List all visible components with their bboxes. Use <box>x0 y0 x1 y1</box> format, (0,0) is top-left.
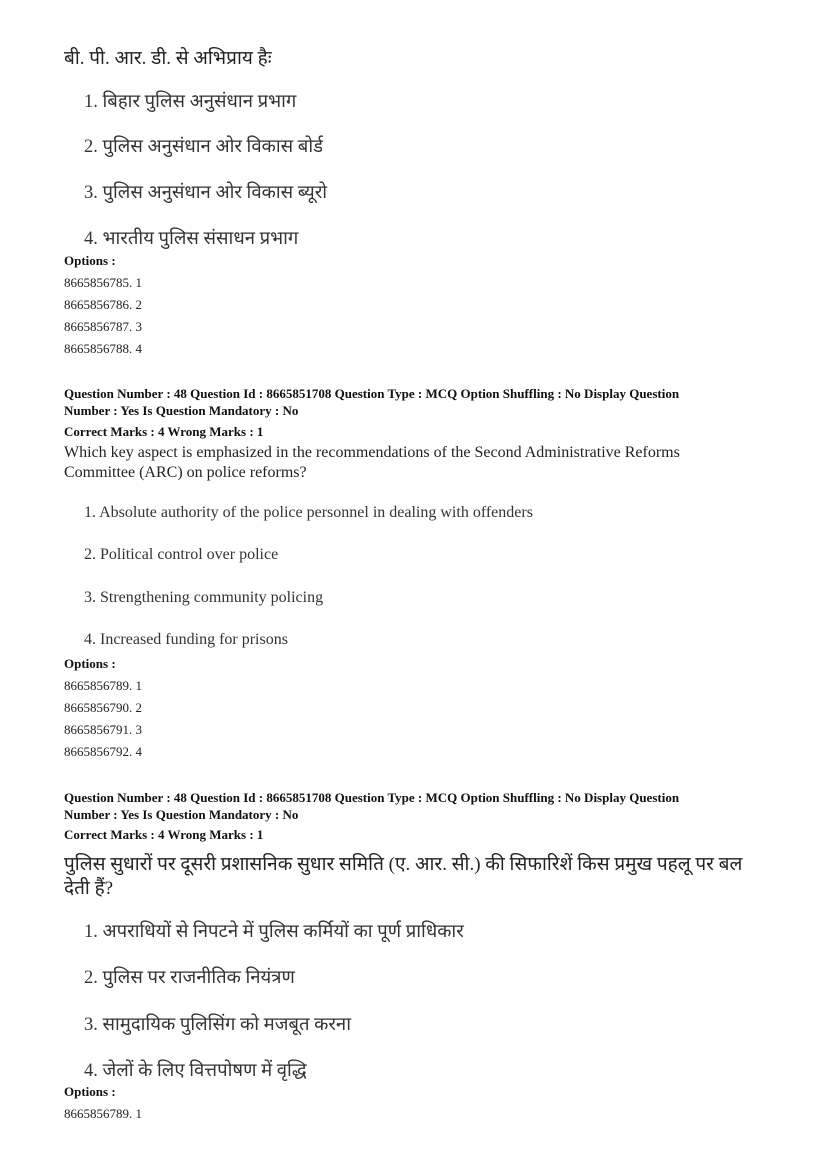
option-id: 8665856790. 2 <box>64 700 142 715</box>
option-id: 8665856785. 1 <box>64 275 142 290</box>
option-id: 8665856789. 1 <box>64 678 142 693</box>
option-id: 8665856789. 1 <box>64 1106 142 1121</box>
question-text-hindi: बी. पी. आर. डी. से अभिप्राय हैः <box>64 48 272 69</box>
options-label: Options : <box>64 253 116 268</box>
question-meta: Question Number : 48 Question Id : 8665851708 Question Type : MCQ Option Shuffling : No Display Question <box>64 790 680 805</box>
choice-2: 2. पुलिस अनुसंधान ओर विकास बोर्ड <box>84 137 324 157</box>
marks-line: Correct Marks : 4 Wrong Marks : 1 <box>64 827 264 842</box>
choice-3: 3. सामुदायिक पुलिसिंग को मजबूत करना <box>84 1015 351 1035</box>
choice-3: 3. पुलिस अनुसंधान ओर विकास ब्यूरो <box>84 183 328 203</box>
question-meta-cont: Number : Yes Is Question Mandatory : No <box>64 403 299 418</box>
option-id: 8665856787. 3 <box>64 319 142 334</box>
choice-4: 4. भारतीय पुलिस संसाधन प्रभाग <box>84 229 299 249</box>
choice-1: 1. अपराधियों से निपटने में पुलिस कर्मियों का पूर्ण प्राधिकार <box>84 922 464 942</box>
choice-1: 1. बिहार पुलिस अनुसंधान प्रभाग <box>84 92 297 112</box>
choice-1: 1. Absolute authority of the police personnel in dealing with offenders <box>84 504 533 521</box>
option-id: 8665856788. 4 <box>64 341 142 356</box>
choice-4: 4. जेलों के लिए वित्तपोषण में वृद्धि <box>84 1061 307 1081</box>
question-text-english-cont: Committee (ARC) on police reforms? <box>64 464 307 481</box>
option-id: 8665856792. 4 <box>64 744 142 759</box>
question-text-hindi: पुलिस सुधारों पर दूसरी प्रशासनिक सुधार समिति (ए. आर. सी.) की सिफारिशें किस प्रमुख पहलू पर बल <box>64 854 743 875</box>
choice-3: 3. Strengthening community policing <box>84 589 324 606</box>
choice-4: 4. Increased funding for prisons <box>84 631 288 648</box>
choice-2: 2. Political control over police <box>84 546 279 563</box>
options-label: Options : <box>64 656 116 671</box>
question-text-english: Which key aspect is emphasized in the recommendations of the Second Administrative Reforms <box>64 444 680 461</box>
choice-2: 2. पुलिस पर राजनीतिक नियंत्रण <box>84 968 295 988</box>
question-meta-cont: Number : Yes Is Question Mandatory : No <box>64 807 299 822</box>
option-id: 8665856791. 3 <box>64 722 142 737</box>
option-id: 8665856786. 2 <box>64 297 142 312</box>
question-text-hindi-cont: देती हैं? <box>64 878 114 899</box>
options-label: Options : <box>64 1084 116 1099</box>
question-meta: Question Number : 48 Question Id : 8665851708 Question Type : MCQ Option Shuffling : No Display Question <box>64 386 680 401</box>
marks-line: Correct Marks : 4 Wrong Marks : 1 <box>64 424 264 439</box>
